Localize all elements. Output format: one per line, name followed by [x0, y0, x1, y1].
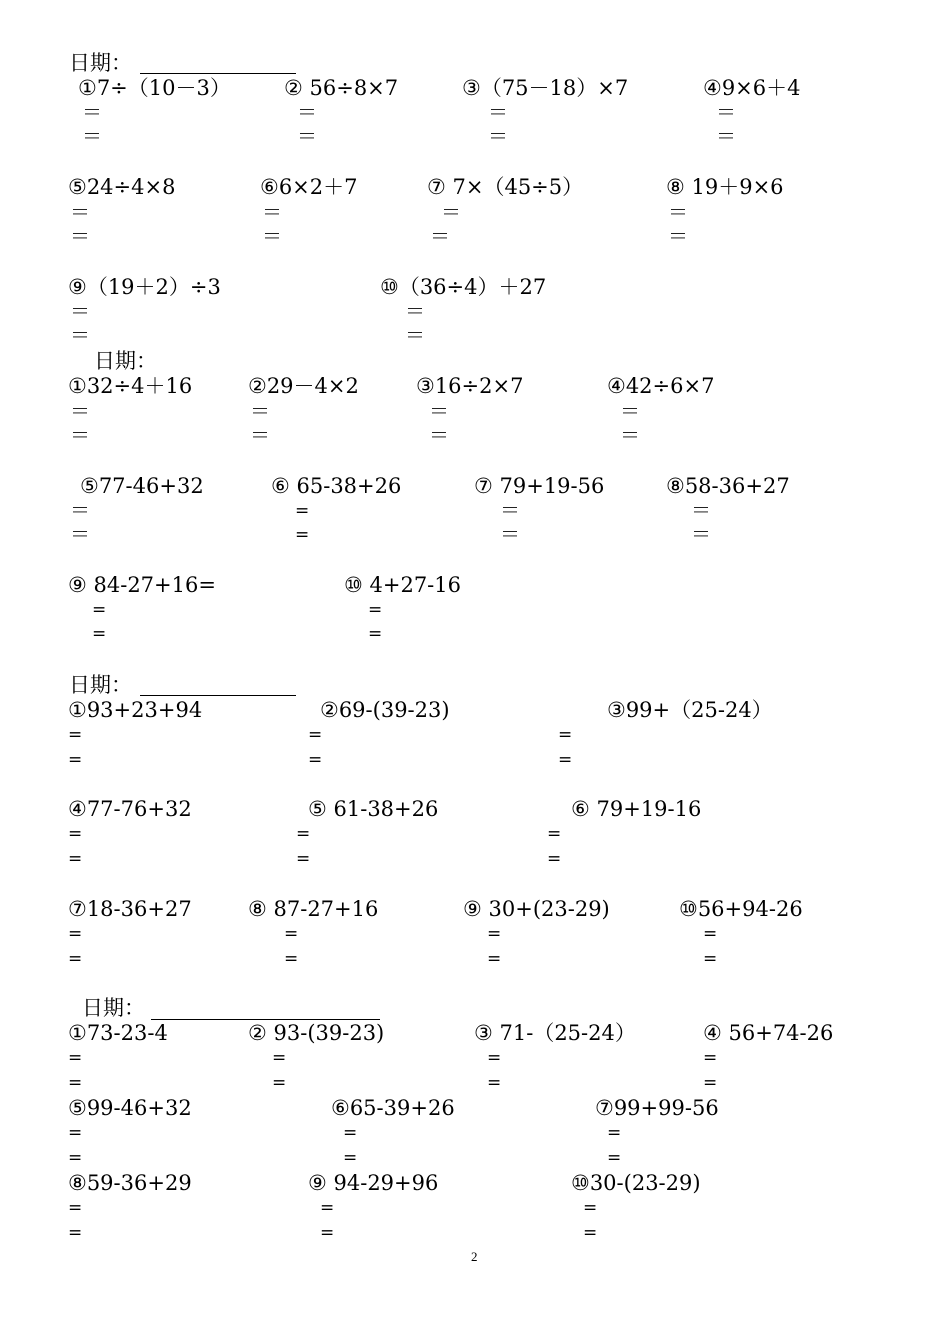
problem-expression: ③16÷2×7: [416, 374, 524, 398]
equals-sign: ＝: [668, 224, 688, 248]
equals-sign: ＝: [620, 399, 640, 423]
problem-expression: ⑦ 7×（45÷5）: [427, 175, 584, 199]
equals-sign: =: [320, 1223, 335, 1243]
equals-sign: =: [368, 600, 383, 620]
problem-expression: ④42÷6×7: [607, 374, 715, 398]
problem-expression: ⑥ 79+19-16: [571, 797, 702, 821]
equals-sign: =: [343, 1148, 358, 1168]
date-label: 日期：: [69, 51, 132, 75]
problem-expression: ⑤ 61-38+26: [308, 797, 439, 821]
problem-expression: ⑥6×2＋7: [260, 175, 358, 199]
equals-sign: ＝: [691, 522, 711, 546]
equals-sign: ＝: [500, 522, 520, 546]
equals-sign: =: [703, 1073, 718, 1093]
equals-sign: =: [68, 849, 83, 869]
problem-expression: ⑧59-36+29: [68, 1171, 192, 1195]
equals-sign: =: [547, 849, 562, 869]
equals-sign: =: [68, 1198, 83, 1218]
problem-expression: ③（75－18）×7: [462, 76, 629, 100]
equals-sign: =: [487, 1048, 502, 1068]
problem-expression: ⑦18-36+27: [68, 897, 192, 921]
equals-sign: =: [296, 824, 311, 844]
equals-sign: ＝: [716, 124, 736, 148]
equals-sign: ＝: [82, 124, 102, 148]
problem-expression: ⑦ 79+19-56: [474, 474, 605, 498]
equals-sign: ＝: [250, 423, 270, 447]
problem-expression: ⑧ 87-27+16: [248, 897, 379, 921]
problem-expression: ⑤24÷4×8: [68, 175, 176, 199]
problem-expression: ①7÷（10－3）: [78, 76, 231, 100]
equals-sign: =: [583, 1223, 598, 1243]
date-label: 日期：: [94, 349, 157, 373]
problem-expression: ⑧ 19＋9×6: [666, 175, 784, 199]
equals-sign: ＝: [500, 498, 520, 522]
equals-sign: =: [68, 1073, 83, 1093]
equals-sign: =: [68, 949, 83, 969]
equals-sign: =: [295, 501, 310, 521]
problem-expression: ⑤77-46+32: [80, 474, 204, 498]
date-label: 日期：: [69, 673, 132, 697]
problem-expression: ②69-(39-23): [320, 698, 450, 722]
problem-expression: ② 56÷8×7: [284, 76, 399, 100]
date-blank-line: [140, 695, 296, 696]
equals-sign: ＝: [441, 200, 461, 224]
problem-expression: ③ 71-（25-24）: [474, 1021, 636, 1045]
equals-sign: =: [92, 624, 107, 644]
equals-sign: =: [68, 1048, 83, 1068]
equals-sign: =: [68, 1223, 83, 1243]
equals-sign: =: [272, 1048, 287, 1068]
equals-sign: ＝: [250, 399, 270, 423]
problem-expression: ② 93-(39-23): [248, 1021, 385, 1045]
equals-sign: =: [703, 1048, 718, 1068]
equals-sign: =: [487, 924, 502, 944]
equals-sign: ＝: [70, 399, 90, 423]
problem-expression: ④77-76+32: [68, 797, 192, 821]
equals-sign: =: [68, 924, 83, 944]
equals-sign: ＝: [691, 498, 711, 522]
date-blank-line: [140, 73, 296, 74]
equals-sign: =: [92, 600, 107, 620]
equals-sign: =: [68, 1148, 83, 1168]
problem-expression: ⑩（36÷4）＋27: [380, 275, 547, 299]
equals-sign: =: [487, 1073, 502, 1093]
equals-sign: =: [296, 849, 311, 869]
equals-sign: ＝: [488, 100, 508, 124]
problem-expression: ⑨（19＋2）÷3: [68, 275, 221, 299]
equals-sign: =: [558, 725, 573, 745]
problem-expression: ⑥ 65-38+26: [271, 474, 402, 498]
problem-expression: ⑨ 84-27+16=: [68, 573, 216, 597]
equals-sign: ＝: [429, 423, 449, 447]
equals-sign: ＝: [70, 323, 90, 347]
date-label: 日期：: [82, 996, 145, 1020]
equals-sign: =: [487, 949, 502, 969]
equals-sign: =: [308, 750, 323, 770]
equals-sign: =: [703, 924, 718, 944]
equals-sign: ＝: [429, 399, 449, 423]
problem-expression: ⑩30-(23-29): [571, 1171, 701, 1195]
equals-sign: ＝: [488, 124, 508, 148]
equals-sign: =: [295, 525, 310, 545]
equals-sign: ＝: [405, 299, 425, 323]
problem-expression: ②29－4×2: [248, 374, 359, 398]
equals-sign: ＝: [430, 224, 450, 248]
problem-expression: ①73-23-4: [68, 1021, 168, 1045]
problem-expression: ⑩ 4+27-16: [344, 573, 461, 597]
equals-sign: =: [343, 1123, 358, 1143]
equals-sign: ＝: [70, 299, 90, 323]
equals-sign: ＝: [262, 200, 282, 224]
equals-sign: =: [68, 725, 83, 745]
equals-sign: ＝: [297, 124, 317, 148]
equals-sign: ＝: [405, 323, 425, 347]
equals-sign: =: [68, 824, 83, 844]
equals-sign: =: [284, 949, 299, 969]
equals-sign: =: [607, 1123, 622, 1143]
equals-sign: ＝: [70, 522, 90, 546]
equals-sign: ＝: [297, 100, 317, 124]
problem-expression: ⑨ 30+(23-29): [463, 897, 610, 921]
problem-expression: ④ 56+74-26: [703, 1021, 834, 1045]
equals-sign: =: [368, 624, 383, 644]
equals-sign: =: [558, 750, 573, 770]
equals-sign: ＝: [620, 423, 640, 447]
problem-expression: ①32÷4＋16: [68, 374, 193, 398]
equals-sign: ＝: [70, 200, 90, 224]
problem-expression: ⑤99-46+32: [68, 1096, 192, 1120]
page-number: 2: [471, 1249, 478, 1264]
equals-sign: =: [272, 1073, 287, 1093]
problem-expression: ⑩56+94-26: [679, 897, 803, 921]
equals-sign: =: [320, 1198, 335, 1218]
equals-sign: ＝: [70, 423, 90, 447]
problem-expression: ⑥65-39+26: [331, 1096, 455, 1120]
problem-expression: ⑨ 94-29+96: [308, 1171, 439, 1195]
problem-expression: ③99+（25-24）: [607, 698, 773, 722]
equals-sign: ＝: [668, 200, 688, 224]
equals-sign: =: [68, 1123, 83, 1143]
equals-sign: ＝: [716, 100, 736, 124]
problem-expression: ⑦99+99-56: [595, 1096, 719, 1120]
problem-expression: ①93+23+94: [68, 698, 203, 722]
equals-sign: =: [607, 1148, 622, 1168]
equals-sign: =: [68, 750, 83, 770]
equals-sign: ＝: [70, 498, 90, 522]
equals-sign: ＝: [82, 100, 102, 124]
problem-expression: ④9×6＋4: [703, 76, 801, 100]
equals-sign: =: [308, 725, 323, 745]
equals-sign: ＝: [70, 224, 90, 248]
equals-sign: ＝: [262, 224, 282, 248]
equals-sign: =: [284, 924, 299, 944]
equals-sign: =: [703, 949, 718, 969]
date-blank-line: [151, 1019, 380, 1020]
problem-expression: ⑧58-36+27: [666, 474, 790, 498]
equals-sign: =: [547, 824, 562, 844]
equals-sign: =: [583, 1198, 598, 1218]
